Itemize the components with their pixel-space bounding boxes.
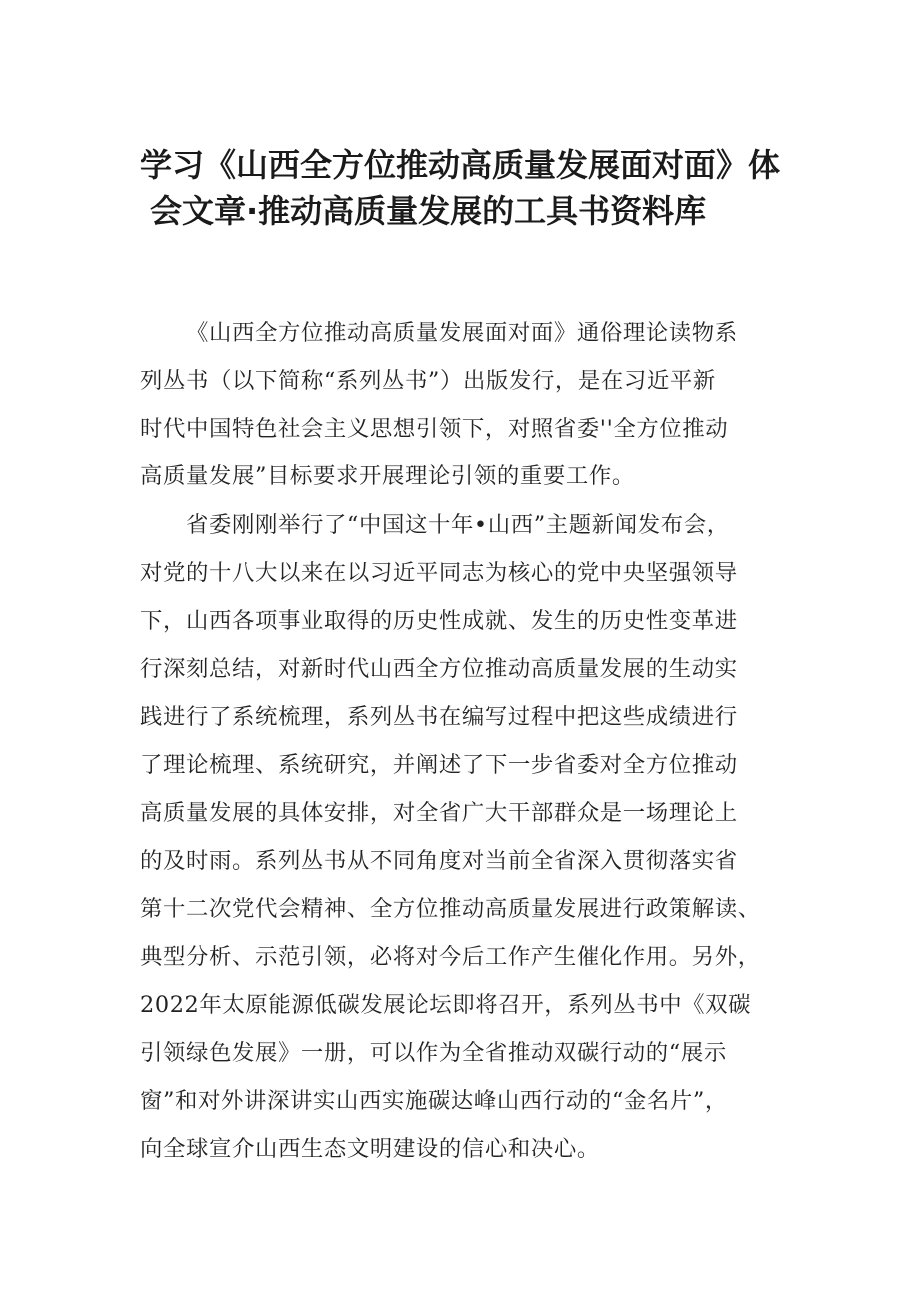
paragraph-1-line: 时代中国特色社会主义思想引领下，对照省委''全方位推动 — [140, 416, 729, 442]
paragraph-2-line: 窗”和对外讲深讲实山西实施碳达峰山西行动的“金名片”， — [140, 1088, 728, 1114]
paragraph-2-line: 了理论梳理、系统研究，并阐述了下一步省委对全方位推动 — [140, 752, 738, 778]
paragraph-2-line: 省委刚刚举行了“中国这十年•山西”主题新闻发布会， — [186, 512, 730, 538]
paragraph-2-line: 高质量发展的具体安排，对全省广大干部群众是一场理论上 — [140, 800, 738, 826]
document-title-line-1: 学习《山西全方位推动高质量发展面对面》体 — [140, 146, 781, 184]
paragraph-2-line: 践进行了系统梳理，系列丛书在编写过程中把这些成绩进行 — [140, 704, 738, 730]
paragraph-2-line: 向全球宣介山西生态文明建设的信心和决心。 — [140, 1136, 600, 1162]
paragraph-2-line: 的及时雨。系列丛书从不同角度对当前全省深入贯彻落实省 — [140, 848, 738, 874]
paragraph-1-line: 高质量发展”目标要求开展理论引领的重要工作。 — [140, 463, 635, 489]
paragraph-2-line: 对党的十八大以来在以习近平同志为核心的党中央坚强领导 — [140, 560, 738, 586]
paragraph-2-line: 行深刻总结，对新时代山西全方位推动高质量发展的生动实 — [140, 656, 738, 682]
document-title-line-2: 会文章·推动高质量发展的工具书资料库 — [150, 192, 707, 230]
paragraph-1-line: 《山西全方位推动高质量发展面对面》通俗理论读物系 — [186, 320, 738, 346]
paragraph-2-line: 下，山西各项事业取得的历史性成就、发生的历史性变革进 — [140, 608, 738, 634]
paragraph-2-line: 典型分析、示范引领，必将对今后工作产生催化作用。另外， — [140, 944, 761, 970]
paragraph-1-line: 列丛书（以下简称“系列丛书”）出版发行，是在习近平新 — [140, 368, 716, 394]
paragraph-2-line: 第十二次党代会精神、全方位推动高质量发展进行政策解读、 — [140, 896, 761, 922]
paragraph-2-line: 2022年太原能源低碳发展论坛即将召开，系列丛书中《双碳 — [140, 992, 752, 1018]
paragraph-2-line: 引领绿色发展》一册，可以作为全省推动双碳行动的“展示 — [140, 1040, 727, 1066]
